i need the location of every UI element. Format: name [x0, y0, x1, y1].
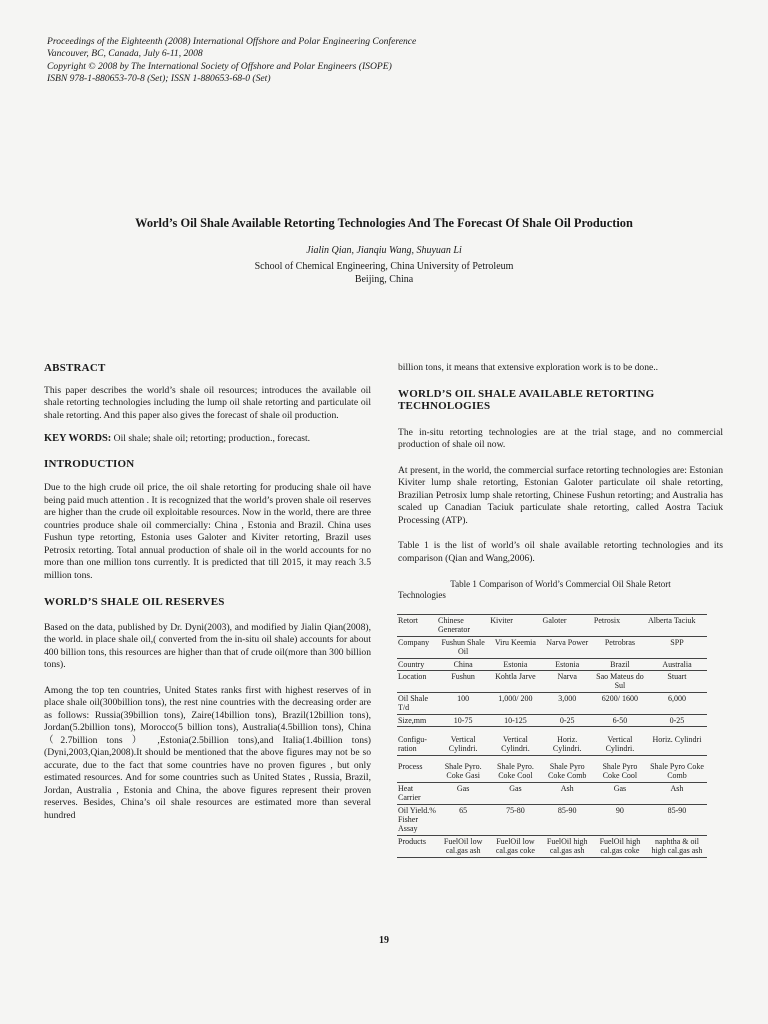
table-cell: 0-25 — [542, 714, 593, 726]
reserves-heading: WORLD’S SHALE OIL RESERVES — [44, 596, 225, 608]
table-cell: Alberta Taciuk — [647, 615, 707, 637]
table-cell: Petrosix — [593, 615, 647, 637]
table-row-label: Company — [397, 636, 437, 658]
table-cell: Vertical Cylindri. — [437, 727, 489, 756]
table-cell: Shale Pyro Coke Comb — [647, 755, 707, 782]
table-cell: Sao Mateus do Sul — [593, 671, 647, 693]
table-cell: 90 — [593, 804, 647, 835]
table-row — [397, 636, 707, 658]
introduction-text: Due to the high crude oil price, the oil shale retorting for producing shale oil have being paid much attention . It is recognized that the world’s proven shale oil reserves are higher than the crude oil exploitable resources. Now in the world, there are three countries produce shale oil commercially: China , Estonia and Brazil. China uses Fushun type retorting, Estonia uses Galoter and Kiviter retorting, Brazil uses Petrosix retorting. Total annual production of shale oil in the world accounts for no more than one million tons currently. It is predicted that till 2015, it may reach 3.5 million tons. — [44, 482, 371, 581]
proceedings-line: Proceedings of the Eighteenth (2008) International Offshore and Polar Engineering Conference — [47, 36, 417, 47]
comparison-table — [397, 614, 707, 858]
table-cell: Petrobras — [593, 636, 647, 658]
table-row-label: Products — [397, 835, 437, 857]
table-cell: 6200/ 1600 — [593, 692, 647, 714]
authors: Jialin Qian, Jianqiu Wang, Shuyuan Li — [306, 245, 462, 256]
table-caption-line: Table 1 Comparison of World’s Commercial Oil Shale Retort — [450, 579, 671, 589]
table-cell: 75-80 — [489, 804, 541, 835]
table-cell: Shale Pyro. Coke Cool — [489, 755, 541, 782]
table-header-row — [397, 615, 707, 637]
table-row — [397, 835, 707, 857]
table-cell: Vertical Cylindri. — [489, 727, 541, 756]
table-cell: Stuart — [647, 671, 707, 693]
affiliation-line: School of Chemical Engineering, China University of Petroleum — [254, 261, 514, 272]
page-number: 19 — [379, 935, 389, 946]
technologies-paragraph-2: At present, in the world, the commercial surface retorting technologies are: Estonian Kiviter lump shale retorting, Estonian Galoter particulate oil shale retorting, Brazilian Petrosix lump shale retorting, Chinese Fushun retorting; and Australia has scaled up Canadian Taciuk particulate shale retorting, called Aostra Taciuk Processing (ATP). — [398, 464, 723, 526]
table-row-label: Process — [397, 755, 437, 782]
left-column — [44, 362, 371, 822]
table-cell: FuelOil low cal.gas ash — [437, 835, 489, 857]
table-cell: 10-125 — [489, 714, 541, 726]
table-cell: Fushun — [437, 671, 489, 693]
table-row — [397, 692, 707, 714]
table-cell: FuelOil low cal.gas coke — [489, 835, 541, 857]
table-row — [397, 714, 707, 726]
table-cell: 3,000 — [542, 692, 593, 714]
table-row-label: Oil Yield.% Fisher Assay — [398, 805, 436, 834]
proceedings-line: Vancouver, BC, Canada, July 6-11, 2008 — [47, 48, 203, 60]
table-cell: Kohtla Jarve — [489, 671, 541, 693]
reserves-paragraph-1: Based on the data, published by Dr. Dyni(2003), and modified by Jialin Qian(2008), the world. in place shale oil,( converted from the in-situ oil shale) accounts for about 400 billion tons, this resources are higher than that of crude oil(more than 300 billion tons). — [44, 621, 371, 670]
table-cell: Chinese Generator — [437, 615, 489, 637]
technologies-paragraph-1: The in-situ retorting technologies are at the trial stage, and no commercial production of shale oil now. — [398, 426, 723, 450]
technologies-paragraph-3: Table 1 is the list of world’s oil shale available retorting technologies and its comparison (Qian and Wang,2006). — [398, 540, 723, 564]
proceedings-line: Copyright © 2008 by The International Society of Offshore and Polar Engineers (ISOPE) — [47, 60, 392, 72]
continued-text: billion tons, it means that extensive exploration work is to be done.. — [398, 362, 659, 373]
table-row — [397, 671, 707, 693]
table-cell: FuelOil high cal.gas ash — [542, 835, 593, 857]
table-cell: Australia — [647, 658, 707, 670]
keywords — [44, 433, 371, 446]
table-caption-line: Technologies — [398, 590, 446, 600]
table-cell: Narva — [542, 671, 593, 693]
table-cell: 6,000 — [647, 692, 707, 714]
table-cell: China — [437, 658, 489, 670]
table-row-label: Heat Carrier — [397, 782, 437, 804]
table-cell: Fushun Shale Oil — [437, 636, 489, 658]
abstract-heading: ABSTRACT — [44, 362, 106, 374]
table-row-label: Configu-ration — [397, 727, 437, 756]
right-column — [398, 362, 723, 601]
table-row-label: Country — [397, 658, 437, 670]
table-row-label: Oil Shale T/d — [397, 692, 437, 714]
table-row-label: Size,mm — [397, 714, 437, 726]
table-cell: 65 — [437, 804, 489, 835]
table-cell: 10-75 — [437, 714, 489, 726]
table-cell: Ash — [647, 782, 707, 804]
table-cell: Galoter — [542, 615, 593, 637]
affiliation-line: Beijing, China — [354, 274, 414, 285]
table-cell: 1,000/ 200 — [489, 692, 541, 714]
keywords-label: KEY WORDS: — [44, 433, 112, 444]
table-cell: FuelOil high cal.gas coke — [593, 835, 647, 857]
reserves-paragraph-2: Among the top ten countries, United States ranks first with highest reserves of in place shale oil(300billion tons), the rest nine countries with the decreasing order are as follows: Russia(39billion tons), Zaire(14billion tons), Brazil(12billion tons), Jordan(5.2billion tons), Morocco(5 billion tons), Australia(4.5billion tons), China（2.7billion tons ） ,Estonia(2.5billion tons),and Italia(1.4billion tons) (Dyni,2003,Qian,2008).It should be mentioned that the above figures may not be so accurate, due to the fact that some countries have no proven figures , but only estimated resources. And for some countries such as United States , Russia, Brazil, Jordan, Australia , Estonia and China, the above figures represent their proven reserves. Besides, China’s oil shale resources are estimated more than several hundred — [44, 684, 371, 821]
table-cell: 100 — [437, 692, 489, 714]
table-cell: 6-50 — [593, 714, 647, 726]
table-cell: naphtha & oil high cal.gas ash — [647, 835, 707, 857]
table-cell: Kiviter — [489, 615, 541, 637]
table-cell: Gas — [437, 782, 489, 804]
table-caption — [398, 579, 723, 601]
table-row — [397, 804, 707, 835]
table-cell: Narva Power — [542, 636, 593, 658]
table-row — [397, 658, 707, 670]
table-row — [397, 727, 707, 756]
affiliation — [40, 260, 728, 286]
table-cell: Estonia — [542, 658, 593, 670]
table-cell: SPP — [647, 636, 707, 658]
table-row — [397, 755, 707, 782]
table-cell: Horiz. Cylindri. — [542, 727, 593, 756]
keywords-text: Oil shale; shale oil; retorting; production., forecast. — [111, 433, 311, 444]
table-cell: Ash — [542, 782, 593, 804]
table-row-label: Retort — [397, 615, 437, 637]
table-cell: Shale Pyro. Coke Gasi — [437, 755, 489, 782]
table-cell: Gas — [489, 782, 541, 804]
table-row — [397, 782, 707, 804]
table-cell: Estonia — [489, 658, 541, 670]
table-cell: Brazil — [593, 658, 647, 670]
table-cell: 0-25 — [647, 714, 707, 726]
table-cell: 85-90 — [542, 804, 593, 835]
table-cell: Shale Pyro Coke Cool — [593, 755, 647, 782]
abstract-text: This paper describes the world’s shale oil resources; introduces the available oil shale retorting technologies including the lump oil shale retorting and particulate oil shale retorting. And this paper also gives the forecast of shale oil production. — [44, 384, 371, 421]
table-cell: Shale Pyro Coke Comb — [542, 755, 593, 782]
introduction-heading: INTRODUCTION — [44, 457, 135, 470]
table-cell: Viru Keemia — [489, 636, 541, 658]
paper-title: World’s Oil Shale Available Retorting Technologies And The Forecast Of Shale Oil Production — [135, 216, 633, 230]
table-row-label: Location — [397, 671, 437, 693]
table-cell: Gas — [593, 782, 647, 804]
proceedings-line: ISBN 978-1-880653-70-8 (Set); ISSN 1-880653-68-0 (Set) — [47, 73, 271, 85]
technologies-heading: WORLD’S OIL SHALE AVAILABLE RETORTING TECHNOLOGIES — [398, 387, 655, 412]
table-cell: 85-90 — [647, 804, 707, 835]
proceedings-header — [47, 36, 727, 86]
table-cell: Horiz. Cylindri — [647, 727, 707, 756]
table-cell: Vertical Cylindri. — [593, 727, 647, 756]
